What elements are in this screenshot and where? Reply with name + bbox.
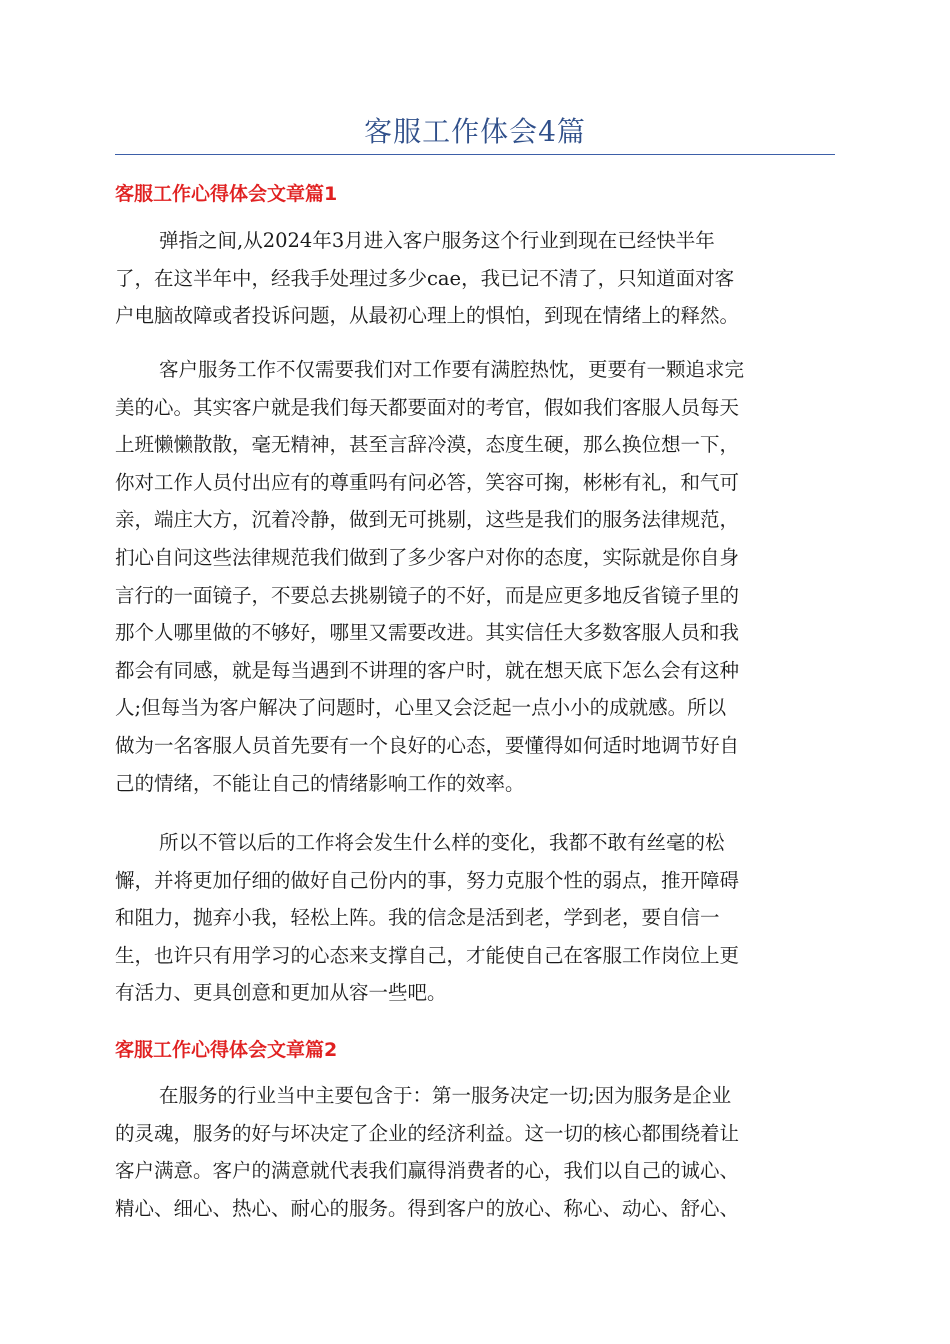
text-line: 生，也许只有用学习的心态来支撑自己，才能使自己在客服工作岗位上更 (115, 943, 740, 967)
section-1-paragraph-3 (115, 824, 835, 1012)
text-line: 户电脑故障或者投诉问题，从最初心理上的惧怕，到现在情绪上的释然。 (115, 304, 740, 328)
text-line: 都会有同感，就是每当遇到不讲理的客户时，就在想天底下怎么会有这种 (115, 658, 740, 682)
text-line: 所以不管以后的工作将会发生什么样的变化，我都不敢有丝毫的松 (159, 831, 725, 854)
text-line: 和阻力，抛弃小我，轻松上阵。我的信念是活到老，学到老，要自信一 (115, 906, 720, 930)
document-title: 客服工作体会4篇 (364, 115, 586, 148)
text-line: 那个人哪里做的不够好，哪里又需要改进。其实信任大多数客服人员和我 (115, 621, 740, 645)
section-1-paragraph-1 (115, 222, 835, 335)
text-line: 美的心。其实客户就是我们每天都要面对的考官，假如我们客服人员每天 (115, 395, 740, 419)
text-line: 言行的一面镜子，不要总去挑剔镜子的不好，而是应更多地反省镜子里的 (115, 583, 740, 607)
text-line: 人;但每当为客户解决了问题时，心里又会泛起一点小小的成就感。所以 (115, 696, 727, 720)
text-line: 了，在这半年中，经我手处理过多少cae，我已记不清了，只知道面对客 (115, 266, 735, 290)
text-line: 扪心自问这些法律规范我们做到了多少客户对你的态度，实际就是你自身 (115, 545, 740, 569)
text-line: 客户服务工作不仅需要我们对工作要有满腔热忱，更要有一颗追求完 (159, 358, 745, 381)
text-line: 亲，端庄大方，沉着冷静，做到无可挑剔，这些是我们的服务法律规范， (115, 508, 740, 532)
text-line: 弹指之间,从2024年3月进入客户服务这个行业到现在已经快半年 (159, 229, 715, 252)
section-heading-1: 客服工作心得体会文章篇1 (115, 183, 338, 205)
text-line: 有活力、更具创意和更加从容一些吧。 (115, 981, 447, 1005)
text-line: 你对工作人员付出应有的尊重吗有问必答，笑容可掬，彬彬有礼，和气可 (115, 470, 740, 494)
text-line: 精心、细心、热心、耐心的服务。得到客户的放心、称心、动心、舒心、 (115, 1196, 740, 1220)
text-line: 己的情绪，不能让自己的情绪影响工作的效率。 (115, 771, 525, 795)
text-line: 客户满意。客户的满意就代表我们赢得消费者的心，我们以自己的诚心、 (115, 1159, 740, 1183)
text-line: 懈，并将更加仔细的做好自己份内的事，努力克服个性的弱点，推开障碍 (115, 868, 740, 892)
section-heading-2: 客服工作心得体会文章篇2 (115, 1039, 338, 1061)
section-2-paragraph-1 (115, 1077, 835, 1227)
text-line: 在服务的行业当中主要包含于：第一服务决定一切;因为服务是企业 (159, 1084, 732, 1107)
text-line: 的灵魂，服务的好与坏决定了企业的经济利益。这一切的核心都围绕着让 (115, 1121, 740, 1145)
title-underline (115, 154, 835, 155)
text-line: 上班懒懒散散，毫无精神，甚至言辞冷漠，态度生硬，那么换位想一下， (115, 433, 740, 457)
section-1-paragraph-2 (115, 351, 835, 802)
text-line: 做为一名客服人员首先要有一个良好的心态，要懂得如何适时地调节好自 (115, 733, 740, 757)
